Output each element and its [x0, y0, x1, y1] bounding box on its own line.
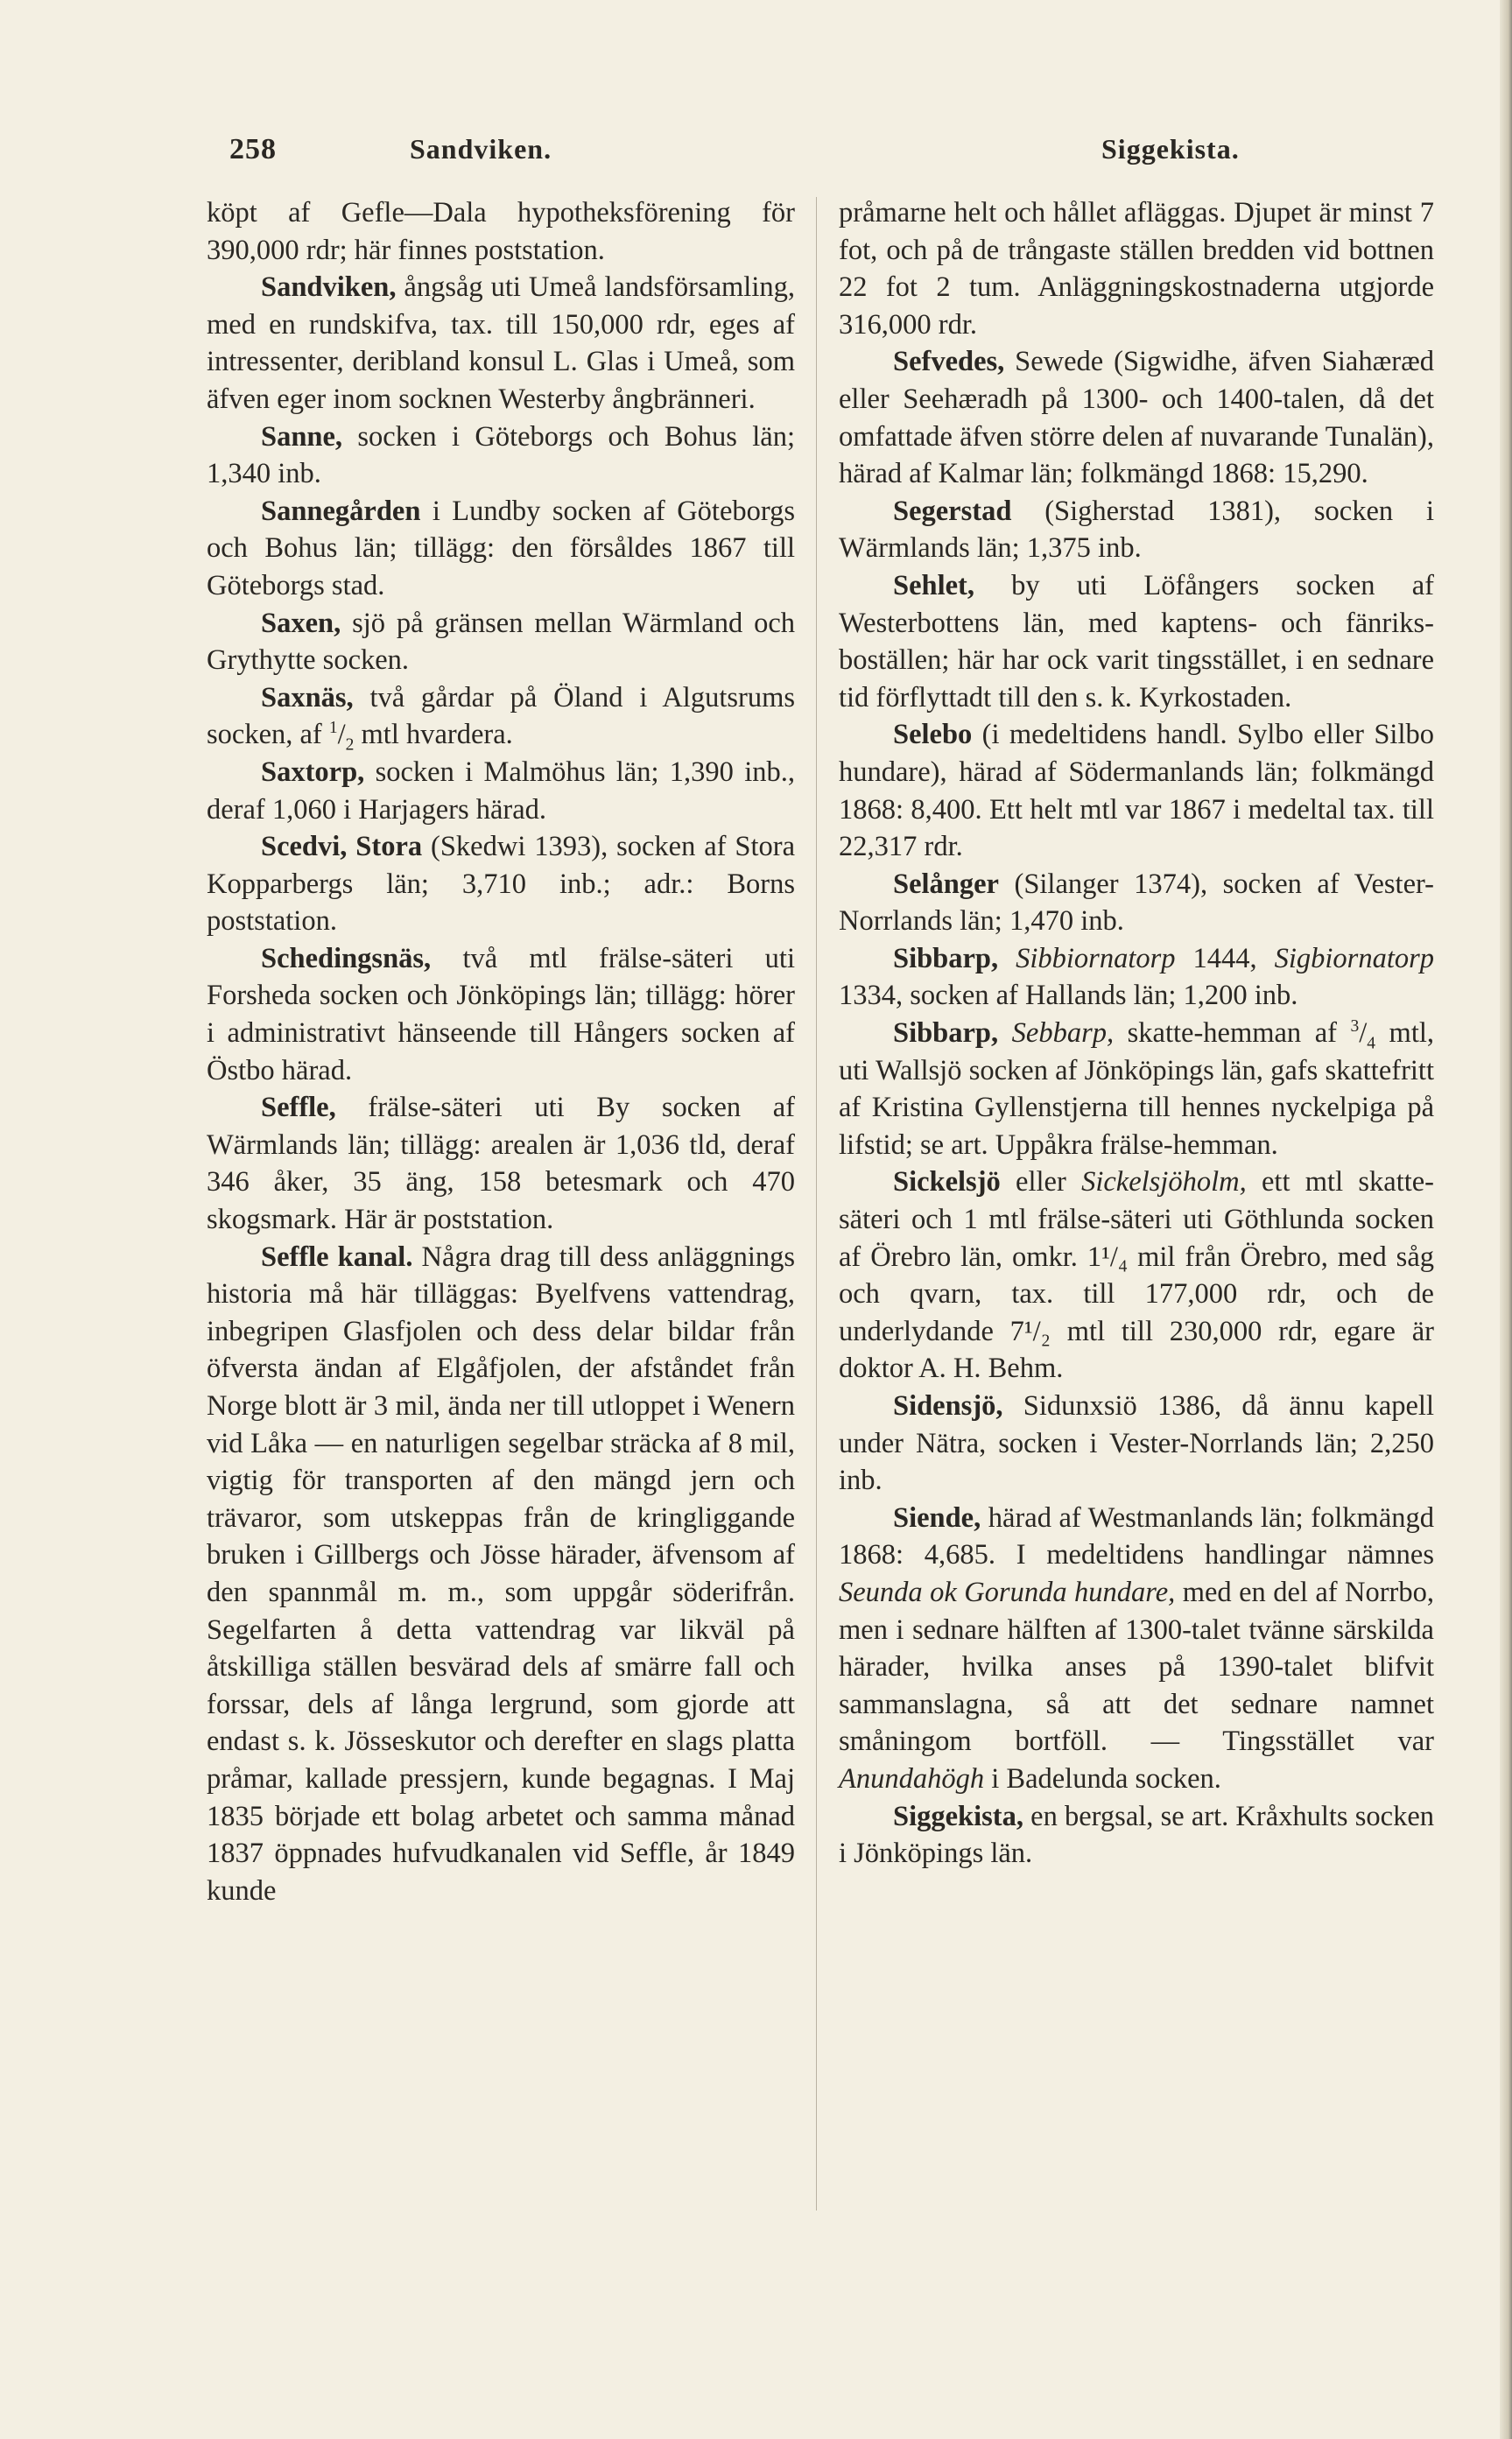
headword: Sannegården [261, 495, 421, 527]
entry-text: härad af Westmanlands län; folkmängd 1868: 4,685. I medeltidens handlingar nämnes [839, 1501, 1434, 1571]
entry-sickelsjo [839, 1163, 1434, 1388]
italic-name: Sibbiornatorp [1016, 942, 1176, 974]
entry-text: ångsåg uti Umeå landsförsamling, med en rundskifva, tax. till 150,000 rdr, eges af intressenter, deribland konsul L. Glas i Umeå, som äfven eger inom socknen Westerby ångbränneri. [207, 271, 795, 415]
entry-text: köpt af Gefle—Dala hypotheksförening för 390,000 rdr; här finnes poststation. [207, 197, 795, 266]
headword: Siende, [893, 1501, 981, 1534]
italic-name: Seunda ok Gorunda hundare, [839, 1576, 1176, 1608]
entry-selanger [839, 866, 1434, 940]
italic-name: Sigbiornatorp [1274, 942, 1434, 974]
column-divider [816, 197, 817, 2211]
entry-siggekista [839, 1798, 1434, 1873]
entry-text: by uti Löfångers socken af Westerbottens län, med kaptens- och fänriks-boställen; här har ock varit tingsstället, i en sednare tid förflyttadt till den s. k. Kyrkostaden. [839, 569, 1434, 713]
entry-text: socken i Göteborgs och Bohus län; 1,340 inb. [207, 420, 795, 490]
headword: Segerstad [893, 495, 1012, 527]
entry-sandviken [207, 269, 795, 418]
headword: Saxtorp, [261, 756, 365, 788]
entry-text: 1334, socken af Hallands län; 1,200 inb. [839, 980, 1298, 1012]
fraction-numerator: 3 [1350, 1017, 1360, 1037]
entry-text: (Sigherstad 1381), socken i Wärmlands län; 1,375 inb. [839, 495, 1434, 565]
headword: Sanne, [261, 420, 343, 453]
entry-text: Sewede (Sigwidhe, äfven Siahæræd eller Seehæradh på 1300- och 1400-talen, då det omfattade äfven större delen af nuvarande Tunalän), härad af Kalmar län; folkmängd 1868: 15,290. [839, 346, 1434, 490]
entry-seffle-kanal [207, 1239, 795, 1910]
headword: Schedingsnäs, [261, 942, 432, 974]
headword: Saxnäs, [261, 681, 354, 713]
entry-segerstad [839, 493, 1434, 567]
entry-continuation [207, 194, 795, 269]
entry-schedingsnas [207, 940, 795, 1089]
headword: Saxen, [261, 607, 341, 639]
entry-scedvi [207, 828, 795, 940]
headword: Sefvedes, [893, 346, 1005, 378]
entry-saxnas: Saxnäs, två gårdar på Öland i Algutsrums socken, af $^1/_2$ mtl hvardera. [207, 681, 795, 755]
entry-continuation [839, 194, 1434, 343]
entry-text: två mtl frälse-säteri uti Forsheda socken och Jönköpings län; tillägg: hörer i administrativt hänseende till Hångers socken af Östbo härad. [207, 942, 795, 1086]
entry-sibbarp-hemman: Sibbarp, Sebbarp, skatte-hemman af $^3/_4$ mtl, uti Wallsjö socken af Jönköpings län, gafs skattefritt af Kristina Gyllenstjerna till hennes nyckelpiga på lifstid; se art. Uppåkra frälse-hemman. [839, 1017, 1435, 1161]
entry-selebo [839, 716, 1434, 865]
entry-text: mtl hvardera. [354, 719, 513, 751]
entry-sidensjo [839, 1388, 1434, 1500]
entry-siende [839, 1500, 1434, 1798]
fraction-denominator: 4 [1367, 1034, 1376, 1053]
headword: Selånger [893, 868, 999, 900]
entry-text: pråmarne helt och hållet afläggas. Djupet är minst 7 fot, och på de trångaste ställen bredden vid bottnen 22 fot 2 tum. Anläggningskostnaderna utgjorde 316,000 rdr. [839, 197, 1434, 341]
italic-name: Sickelsjöholm, [1081, 1166, 1247, 1198]
left-running-head: Sandviken. [410, 133, 552, 165]
entry-text: i Lundby socken af Göteborgs och Bohus län; tillägg: den försåldes 1867 till Göteborgs stad. [207, 495, 795, 601]
entry-sibbarp-socken [839, 940, 1434, 1015]
headword: Seffle, [261, 1092, 336, 1124]
entry-text: frälse-säteri uti By socken af Wärmlands län; tillägg: arealen är 1,036 tld, deraf 346 åker, 35 äng, 158 betesmark och 470 skogsmark. Här är poststation. [207, 1092, 795, 1236]
entry-sefvedes [839, 343, 1434, 492]
entry-sehlet [839, 567, 1434, 716]
headword: Sibbarp, [893, 942, 999, 974]
entry-text: 1444, [1175, 942, 1275, 974]
entry-text: (i medeltidens handl. Sylbo eller Silbo hundare), härad af Södermanlands län; folkmängd 1868: 8,400. Ett helt mtl var 1867 i medeltal tax. till 22,317 rdr. [839, 719, 1434, 863]
right-column [839, 194, 1434, 1873]
entry-text: Sidunxsiö 1386, då ännu kapell under Nätra, socken i Vester-Norrlands län; 2,250 inb. [839, 1390, 1434, 1497]
headword: Seffle kanal. [261, 1241, 413, 1273]
entry-text: eller [1000, 1166, 1082, 1198]
headword: Sidensjö, [893, 1390, 1003, 1422]
headword: Scedvi, Stora [261, 831, 423, 863]
italic-name: Anundahögh [839, 1762, 985, 1795]
entry-sanne [207, 418, 795, 493]
entry-text: i Badelunda socken. [984, 1762, 1221, 1795]
entry-text: med en del af Norrbo, men i sednare hälften af 1300-talet tvänne särskilda härader, hvilka anses på 1390-talet blifvit sammanslagna, så att det sednare namnet småningom bortföll. — Tingsstället var [839, 1576, 1434, 1758]
entry-text: Några drag till dess anläggnings historia må här tilläggas: Byelfvens vattendrag, inbegripen Glasfjolen och dess delar bildar från öfversta ändan af Elgåfjolen, der afståndet från Norge blott är 3 mil, ända ner till utloppet i Wenern vid Låka — en naturligen segelbar sträcka af 8 mil, vigtig för transporten af den mängd jern och trävaror, som utskeppas från de kringliggande bruken i Gillbergs och Jösse härader, äfvensom af den spannmål m. m., som uppgår söderifrån. Segelfarten å detta vattendrag var likväl på åtskilliga ställen besvärad dels af smärre fall och forssar, dels af långa lergrund, som gjorde att endast s. k. Jösseskutor och derefter en slags platta pråmar, kallade pressjern, kunde begagnas. I Maj 1835 började ett bolag arbetet och samma månad 1837 öppnades hufvudkanalen vid Seffle, år 1849 kunde [207, 1241, 796, 1907]
page-edge [1500, 0, 1512, 2439]
entry-text: en bergsal, se art. Kråxhults socken i Jönköpings län. [839, 1800, 1434, 1870]
entry-text: socken i Malmöhus län; 1,390 inb., deraf 1,060 i Harjagers härad. [207, 756, 795, 826]
entry-text: (Silanger 1374), socken af Vester-Norrlands län; 1,470 inb. [839, 868, 1434, 938]
entry-text: två gårdar på Öland i Algutsrums socken, af [207, 681, 795, 751]
entry-saxen [207, 605, 795, 679]
entry-sannegarden [207, 493, 795, 605]
entry-text: ett mtl skatte-säteri och 1 mtl frälse-säteri uti Göthlunda socken af Örebro län, omkr. 1¹/₄ mil från Örebro, med såg och qvarn, tax. till 177,000 rdr, och de underlydande 7¹/₂ mtl till 230,000 rdr, egare är doktor A. H. Behm. [839, 1166, 1435, 1385]
running-head [0, 133, 1512, 186]
entry-text: sjö på gränsen mellan Wärmland och Grythytte socken. [207, 607, 795, 677]
left-column [207, 194, 795, 1909]
italic-name: Sebbarp, [1011, 1017, 1115, 1050]
headword: Sickelsjö [893, 1166, 1001, 1198]
headword: Sibbarp, [893, 1017, 999, 1050]
entry-text: skatte-hemman af [1114, 1017, 1351, 1050]
fraction-numerator: 1 [328, 719, 338, 738]
entry-text: mtl, uti Wallsjö socken af Jönköpings län, gafs skattefritt af Kristina Gyllenstjerna till hennes nyckelpiga på lifstid; se art. Uppåkra frälse-hemman. [839, 1017, 1435, 1161]
headword: Siggekista, [893, 1800, 1023, 1832]
fraction-denominator: 2 [345, 735, 355, 755]
page-number: 258 [229, 133, 277, 165]
headword: Sehlet, [893, 569, 974, 601]
right-running-head: Siggekista. [1101, 133, 1240, 165]
entry-seffle [207, 1089, 795, 1238]
entry-text: (Skedwi 1393), socken af Stora Kopparbergs län; 3,710 inb.; adr.: Borns poststation. [207, 831, 796, 938]
headword: Sandviken, [261, 271, 397, 304]
headword: Selebo [893, 719, 973, 751]
entry-saxtorp [207, 754, 795, 828]
